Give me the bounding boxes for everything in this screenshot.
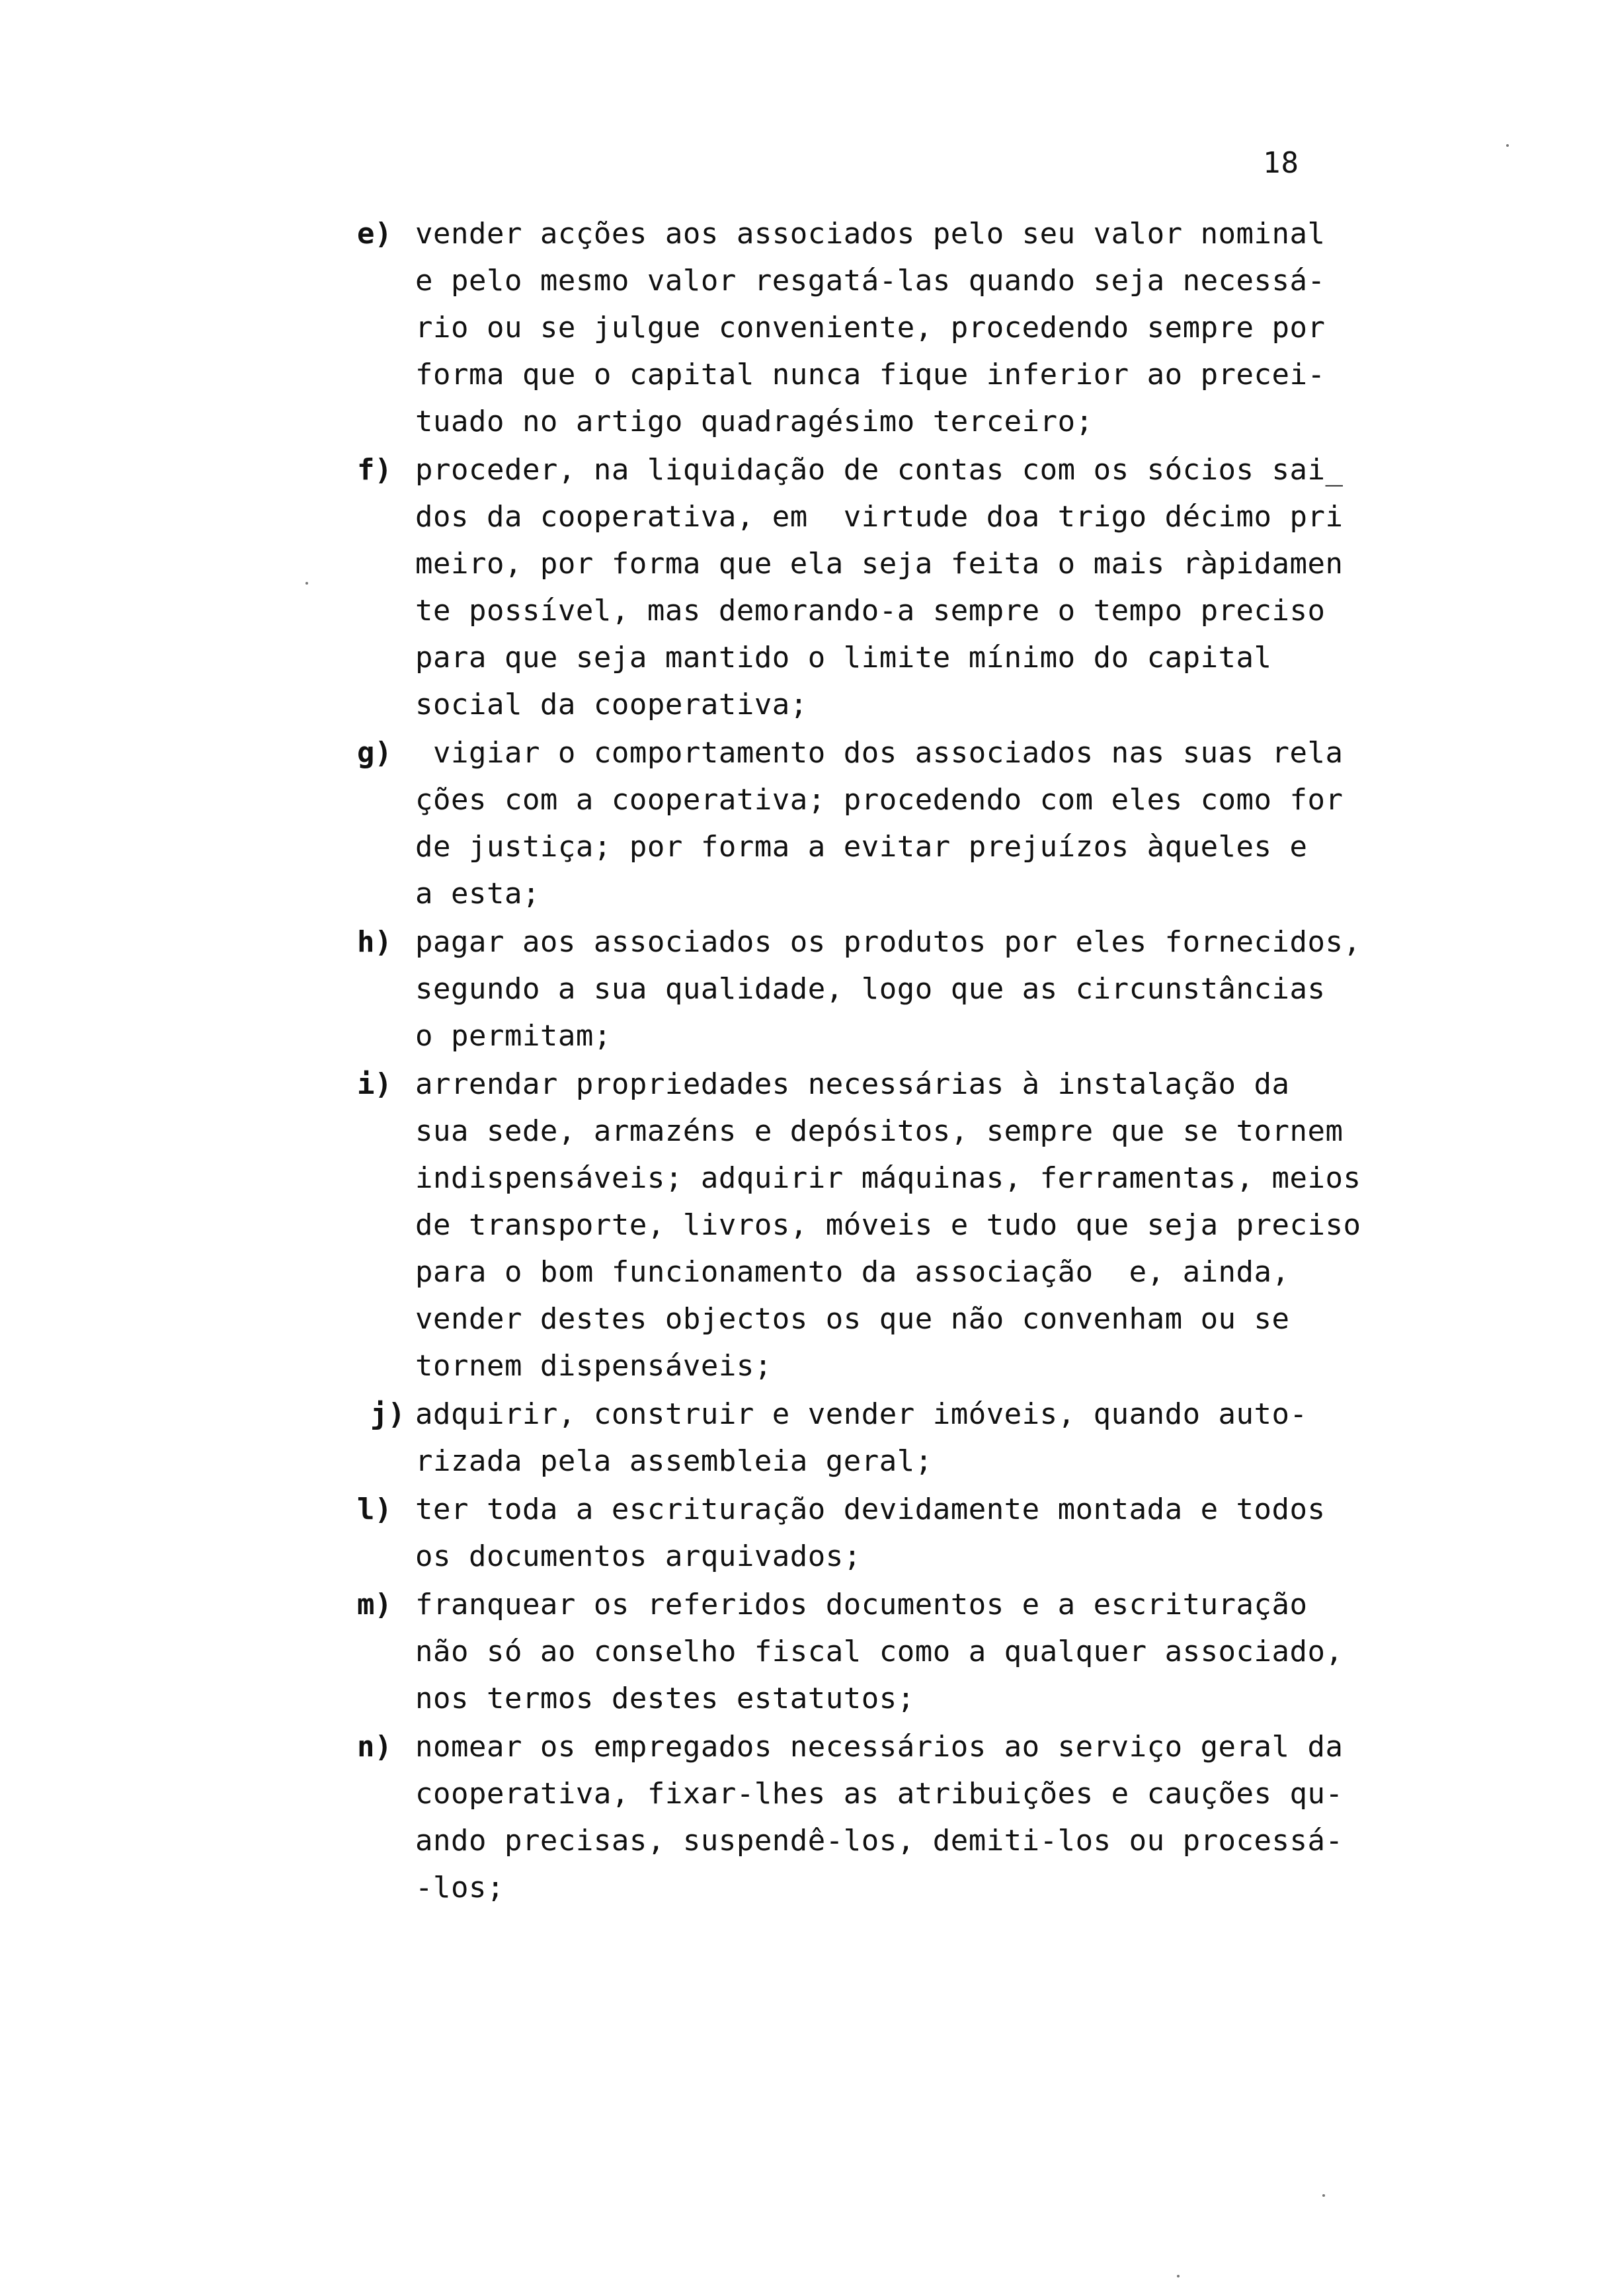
clause-line: ando precisas, suspendê-los, demiti-los ou processá- <box>415 1824 1344 1858</box>
clause-line: forma que o capital nunca fique inferior ao precei- <box>415 358 1326 391</box>
clause-marker: n) <box>357 1730 392 1764</box>
clause-marker: h) <box>357 925 392 959</box>
clause-line: arrendar propriedades necessárias à instalação da <box>415 1067 1290 1101</box>
clause-h <box>357 919 1508 1059</box>
clause-line: cooperativa, fixar-lhes as atribuições e cauções qu- <box>415 1777 1344 1811</box>
clause-line: nos termos destes estatutos; <box>415 1682 915 1715</box>
clause-line: para o bom funcionamento da associação e, ainda, <box>415 1255 1290 1289</box>
clause-i <box>357 1061 1508 1389</box>
clause-line: não só ao conselho fiscal como a qualquer associado, <box>415 1635 1344 1668</box>
clause-line: segundo a sua qualidade, logo que as circunstâncias <box>415 972 1326 1006</box>
clause-line: proceder, na liquidação de contas com os sócios sai_ <box>415 453 1344 487</box>
clause-line: adquirir, construir e vender imóveis, quando auto- <box>415 1397 1308 1431</box>
clause-line: social da cooperativa; <box>415 688 808 721</box>
clause-e <box>357 210 1508 445</box>
clause-line: a esta; <box>415 877 540 911</box>
page-number: 18 <box>1263 146 1299 180</box>
clause-line: franquear os referidos documentos e a escrituração <box>415 1588 1308 1621</box>
clause-line: indispensáveis; adquirir máquinas, ferramentas, meios <box>415 1161 1361 1195</box>
clause-line: tuado no artigo quadragésimo terceiro; <box>415 405 1094 438</box>
clause-line: vender destes objectos os que não convenham ou se <box>415 1302 1290 1336</box>
paper-speck <box>305 582 308 585</box>
clause-line: sua sede, armazéns e depósitos, sempre que se tornem <box>415 1114 1344 1148</box>
clause-line: os documentos arquivados; <box>415 1539 862 1573</box>
clause-line: meiro, por forma que ela seja feita o mais ràpidamen <box>415 547 1344 581</box>
clause-marker: l) <box>357 1493 392 1526</box>
paper-speck <box>1322 2194 1325 2197</box>
clause-line: ções com a cooperativa; procedendo com eles como for <box>415 783 1344 817</box>
clause-line: rizada pela assembleia geral; <box>415 1444 933 1478</box>
clause-line: ter toda a escrituração devidamente montada e todos <box>415 1493 1326 1526</box>
clause-marker: e) <box>357 217 392 251</box>
clause-line: vender acções aos associados pelo seu valor nominal <box>415 217 1326 251</box>
clause-line: rio ou se julgue conveniente, procedendo sempre por <box>415 311 1326 345</box>
clause-marker: j) <box>370 1397 405 1431</box>
clause-line: de transporte, livros, móveis e tudo que seja preciso <box>415 1208 1361 1242</box>
clause-marker: f) <box>357 453 392 487</box>
clause-line: -los; <box>415 1871 504 1905</box>
paper-speck <box>1506 144 1509 147</box>
clause-line: dos da cooperativa, em virtude doa trigo décimo pri <box>415 500 1344 534</box>
clause-marker: m) <box>357 1588 392 1621</box>
clause-line: para que seja mantido o limite mínimo do capital <box>415 641 1272 675</box>
clause-line: tornem dispensáveis; <box>415 1349 772 1383</box>
clause-marker: g) <box>357 736 392 770</box>
clause-line: vigiar o comportamento dos associados nas suas rela <box>415 736 1344 770</box>
clause-l <box>357 1486 1508 1580</box>
clause-f <box>357 446 1508 728</box>
clause-line: te possível, mas demorando-a sempre o tempo preciso <box>415 594 1326 628</box>
clause-m <box>357 1581 1508 1722</box>
clause-line: de justiça; por forma a evitar prejuízos àqueles e <box>415 830 1308 864</box>
clause-g <box>357 729 1508 917</box>
clause-line: o permitam; <box>415 1019 612 1053</box>
clause-line: pagar aos associados os produtos por eles fornecidos, <box>415 925 1361 959</box>
clause-line: e pelo mesmo valor resgatá-las quando seja necessá- <box>415 264 1326 298</box>
paper-speck <box>1177 2275 1180 2277</box>
clause-j <box>357 1391 1508 1485</box>
clause-line: nomear os empregados necessários ao serviço geral da <box>415 1730 1344 1764</box>
clause-marker: i) <box>357 1067 392 1101</box>
clause-list <box>357 210 1508 1912</box>
clause-n <box>357 1723 1508 1911</box>
